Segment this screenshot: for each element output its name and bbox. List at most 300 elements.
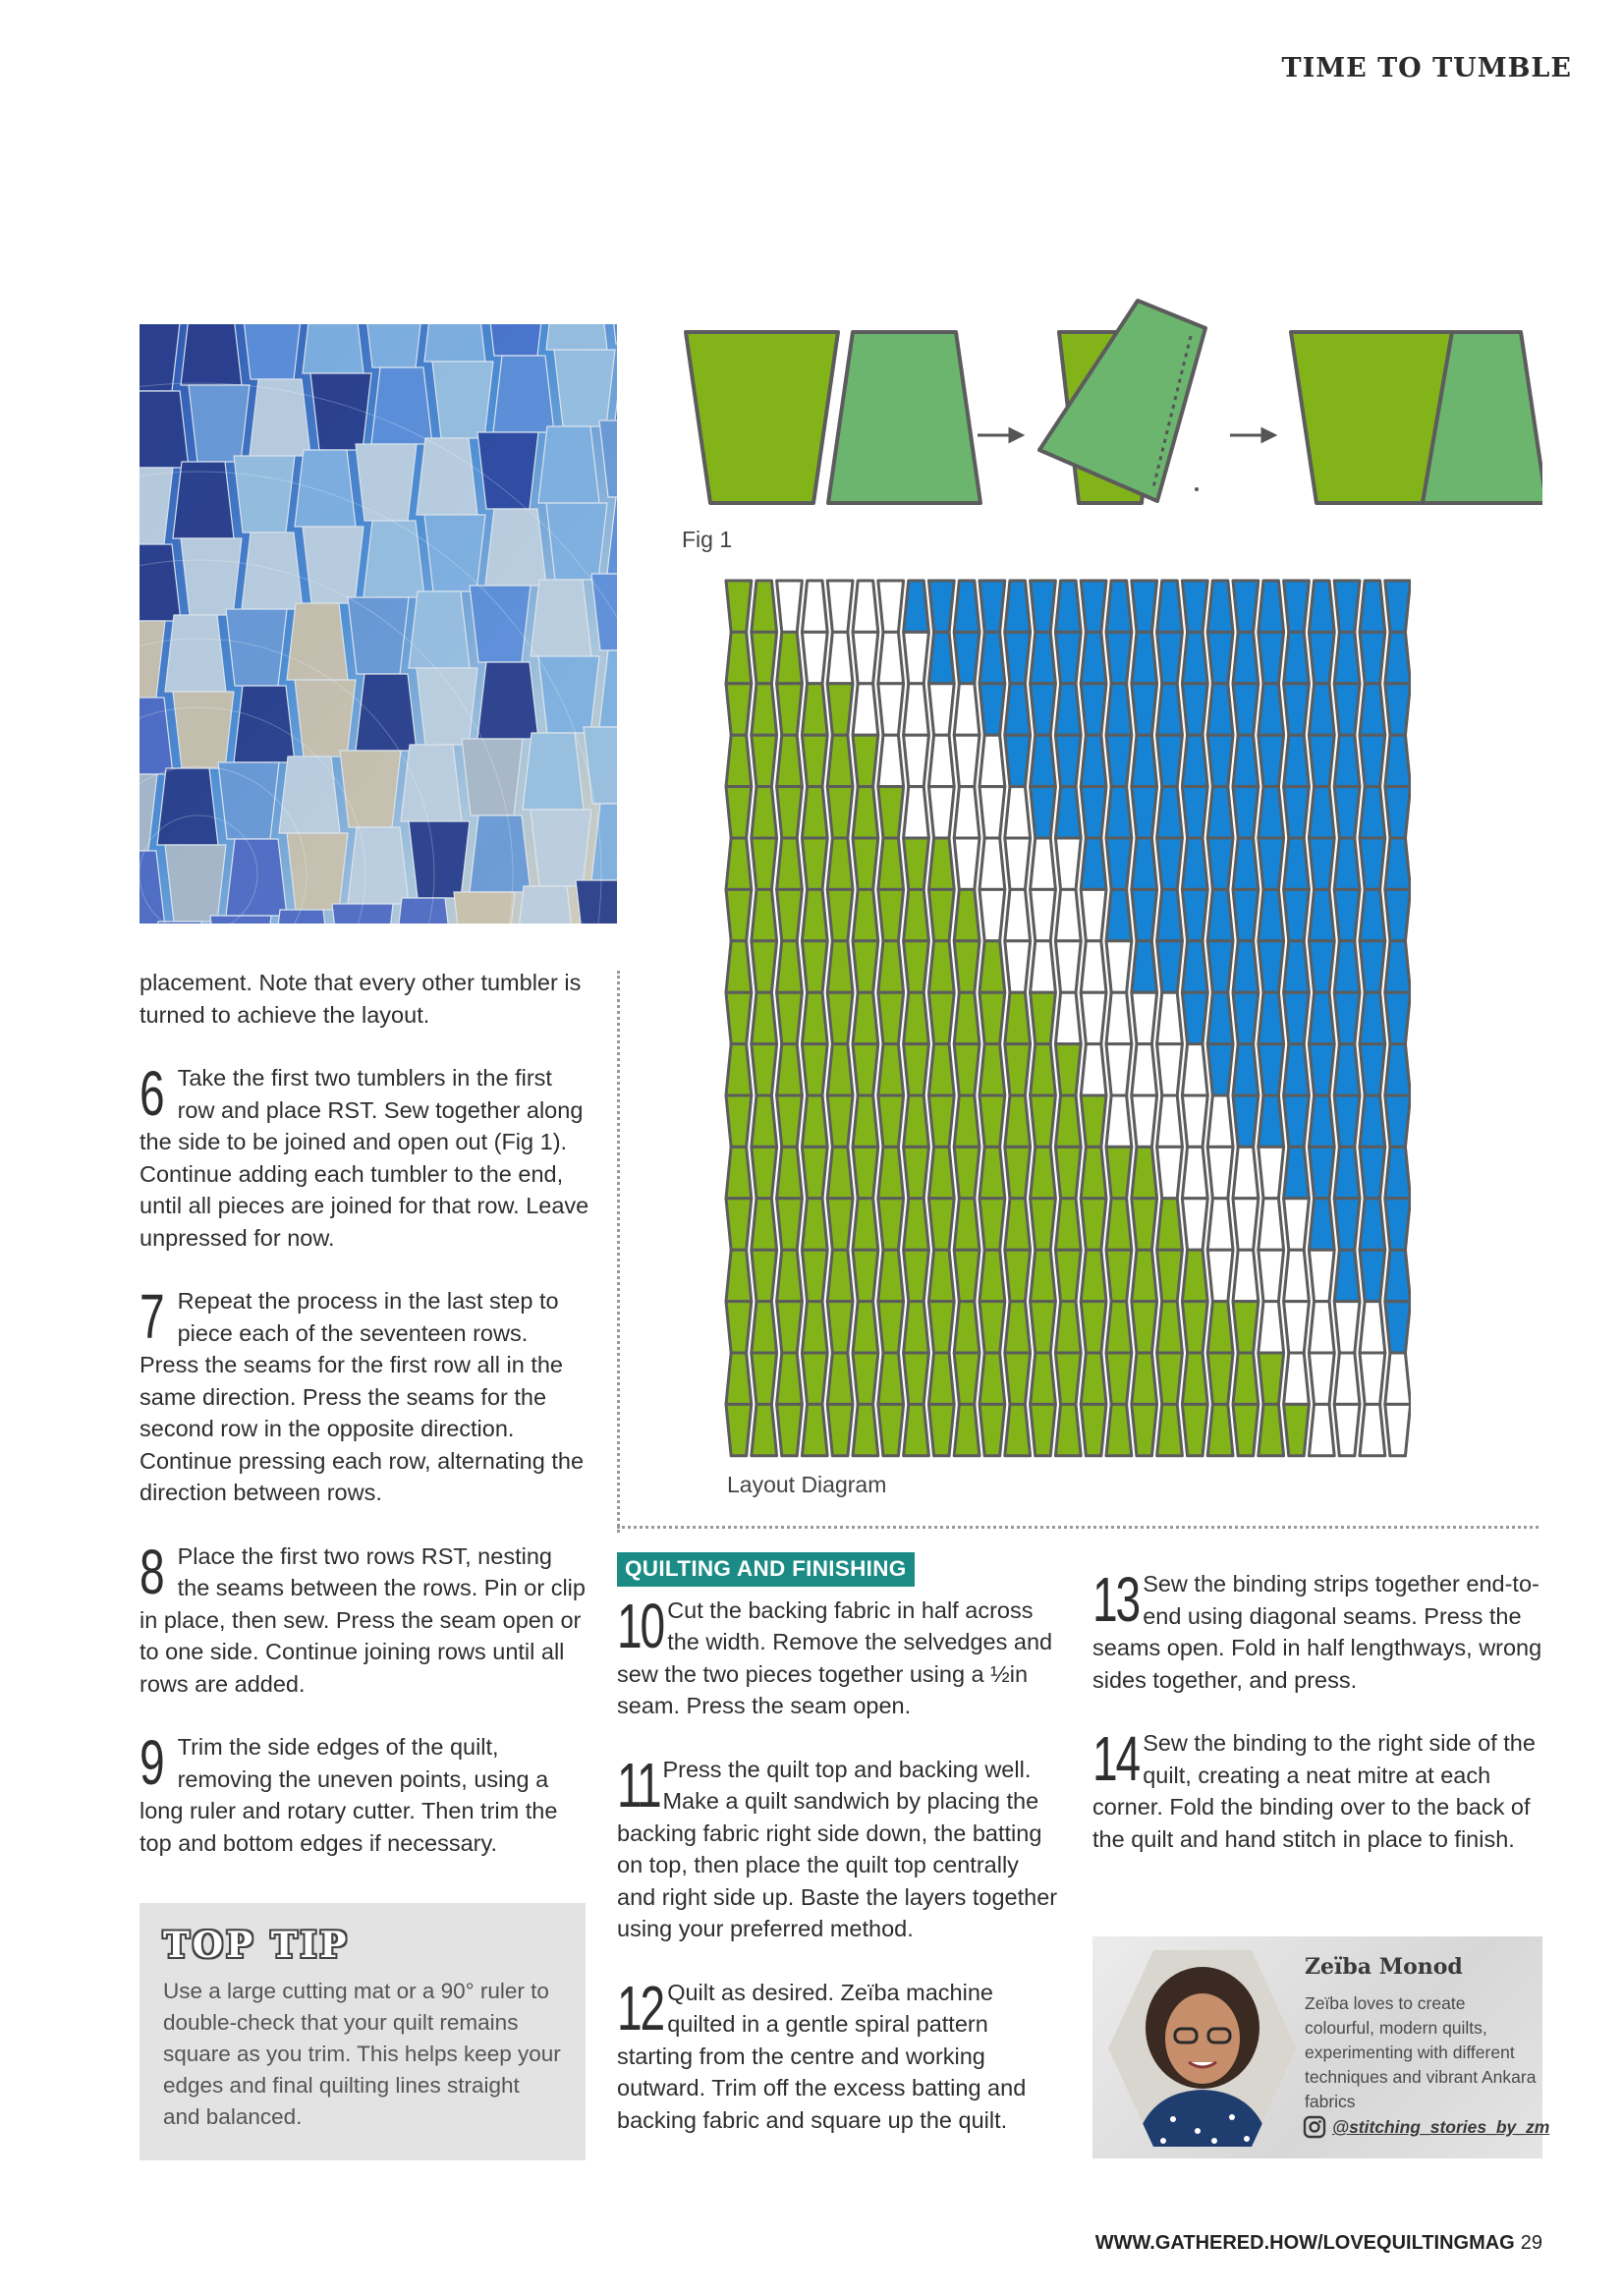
photo-tile (173, 692, 234, 768)
layout-tumbler (1005, 838, 1031, 889)
layout-tumbler (1031, 889, 1056, 940)
layout-tumbler (1157, 787, 1183, 838)
photo-tile (554, 350, 615, 426)
layout-tumbler (1385, 838, 1411, 889)
layout-tumbler (1132, 1044, 1157, 1095)
layout-tumbler (1385, 1147, 1411, 1198)
photo-tile (393, 898, 454, 924)
layout-tumbler (853, 787, 878, 838)
layout-tumbler (726, 1095, 752, 1147)
layout-tumbler (1334, 1250, 1360, 1301)
layout-tumbler (1360, 1250, 1385, 1301)
photo-tile (432, 362, 493, 438)
layout-tumbler (1157, 889, 1183, 940)
layout-tumbler (1031, 735, 1056, 786)
layout-tumbler (1233, 889, 1259, 940)
layout-tumbler (1055, 1250, 1081, 1301)
layout-tumbler (726, 1199, 752, 1250)
layout-tumbler (726, 1147, 752, 1198)
top-tip-box (140, 1903, 586, 2160)
layout-tumbler (802, 838, 827, 889)
fig1-tumbler-mint-1 (828, 332, 980, 503)
step-text: Cut the backing fabric in half across the width. Remove the selvedges and sew the two pieces together using a ½in seam. Press the seam open. (617, 1596, 1053, 1718)
layout-tumbler (1081, 1404, 1106, 1455)
layout-tumbler (777, 1147, 803, 1198)
photo-tile (538, 426, 599, 503)
layout-tumbler (1081, 735, 1106, 786)
layout-tumbler (1309, 941, 1334, 992)
layout-tumbler (1360, 1199, 1385, 1250)
layout-tumbler (827, 581, 853, 632)
photo-tile (538, 656, 599, 733)
layout-tumbler (979, 1250, 1005, 1301)
layout-tumbler (802, 1147, 827, 1198)
layout-tumbler (1385, 581, 1411, 632)
layout-tumbler (827, 787, 853, 838)
layout-tumbler (1081, 1302, 1106, 1353)
layout-tumbler (1182, 992, 1207, 1043)
layout-tumbler (752, 1044, 777, 1095)
layout-tumbler (1284, 1147, 1310, 1198)
layout-tumbler (1284, 1404, 1310, 1455)
layout-tumbler (802, 1095, 827, 1147)
layout-tumbler (904, 889, 929, 940)
layout-tumbler (1055, 1199, 1081, 1250)
photo-tile (295, 450, 356, 527)
layout-tumbler (1005, 684, 1031, 735)
layout-tumbler (1334, 1404, 1360, 1455)
layout-tumbler (904, 787, 929, 838)
layout-tumbler (1284, 632, 1310, 683)
layout-tumbler (1157, 632, 1183, 683)
layout-tumbler (1385, 1404, 1411, 1455)
layout-tumbler (1207, 992, 1233, 1043)
layout-tumbler (1309, 1199, 1334, 1250)
layout-tumbler (827, 1095, 853, 1147)
layout-tumbler (904, 1095, 929, 1147)
layout-tumbler (853, 1353, 878, 1404)
layout-tumbler (1081, 581, 1106, 632)
layout-tumbler (1081, 992, 1106, 1043)
layout-tumbler (1360, 581, 1385, 632)
layout-tumbler (827, 1044, 853, 1095)
layout-tumbler (827, 992, 853, 1043)
layout-tumbler (726, 787, 752, 838)
photo-tile (364, 521, 424, 597)
layout-tumbler (928, 992, 954, 1043)
layout-tumbler (777, 1404, 803, 1455)
layout-tumbler (853, 992, 878, 1043)
layout-tumbler (802, 1250, 827, 1301)
layout-tumbler (1233, 1302, 1259, 1353)
layout-tumbler (1005, 787, 1031, 838)
layout-tumbler (1157, 1199, 1183, 1250)
layout-tumbler (1309, 1250, 1334, 1301)
layout-tumbler (726, 1302, 752, 1353)
layout-tumbler (954, 1199, 979, 1250)
layout-tumbler (1031, 1250, 1056, 1301)
layout-tumbler (954, 1044, 979, 1095)
layout-tumbler (1385, 1199, 1411, 1250)
layout-tumbler (1259, 1404, 1284, 1455)
layout-tumbler (1259, 838, 1284, 889)
layout-tumbler (1132, 889, 1157, 940)
step-text: Take the first two tumblers in the first row and place RST. Sew together along the side to be joined and open out (Fig 1). Continue adding each tumbler to the end, until all pieces are joined for that row. Leave unpressed for now. (140, 1065, 589, 1251)
photo-tile (189, 385, 250, 462)
layout-tumbler (878, 1353, 904, 1404)
layout-tumbler (1360, 1147, 1385, 1198)
layout-tumbler (1284, 992, 1310, 1043)
photo-tile (417, 668, 477, 745)
photo-tile (279, 756, 340, 833)
fig1-tumbler-lime-1 (686, 332, 838, 503)
layout-tumbler (802, 1353, 827, 1404)
layout-tumbler (1132, 684, 1157, 735)
layout-tumbler (1309, 1404, 1334, 1455)
step-11 (617, 1749, 1059, 1945)
layout-tumbler (777, 992, 803, 1043)
layout-tumbler (1005, 1250, 1031, 1301)
layout-tumbler (1081, 889, 1106, 940)
layout-tumbler (1081, 941, 1106, 992)
layout-tumbler (1081, 838, 1106, 889)
layout-tumbler (1005, 941, 1031, 992)
photo-tile (165, 845, 226, 922)
layout-tumbler (1157, 1044, 1183, 1095)
layout-tumbler (1284, 1250, 1310, 1301)
layout-tumbler (1309, 1353, 1334, 1404)
layout-tumbler (1360, 632, 1385, 683)
layout-tumbler (752, 889, 777, 940)
layout-tumbler (777, 1250, 803, 1301)
page-number: 29 (1520, 2232, 1542, 2254)
layout-tumbler (752, 992, 777, 1043)
layout-tumbler (1309, 992, 1334, 1043)
layout-tumbler (1005, 1147, 1031, 1198)
layout-tumbler (878, 735, 904, 786)
layout-tumbler (1182, 889, 1207, 940)
layout-tumbler (954, 1147, 979, 1198)
layout-tumbler (1385, 735, 1411, 786)
layout-tumbler (1132, 992, 1157, 1043)
instagram-icon (1303, 2115, 1326, 2139)
layout-tumbler (1132, 735, 1157, 786)
layout-tumbler (904, 632, 929, 683)
layout-tumbler (928, 1044, 954, 1095)
layout-tumbler (1157, 992, 1183, 1043)
layout-tumbler (853, 632, 878, 683)
layout-tumbler (954, 632, 979, 683)
step-9 (140, 1727, 589, 1859)
layout-tumbler (827, 838, 853, 889)
layout-tumbler (802, 941, 827, 992)
layout-tumbler (1055, 1044, 1081, 1095)
layout-tumbler (752, 684, 777, 735)
layout-tumbler (752, 1302, 777, 1353)
layout-tumbler (878, 941, 904, 992)
photo-tile (477, 662, 538, 739)
layout-tumbler (1106, 787, 1132, 838)
layout-tumbler (1031, 632, 1056, 683)
layout-tumbler (1334, 1199, 1360, 1250)
photo-tile (234, 456, 295, 532)
layout-tumbler (1182, 1199, 1207, 1250)
layout-tumbler (1157, 1147, 1183, 1198)
layout-tumbler (752, 735, 777, 786)
layout-tumbler (777, 1199, 803, 1250)
step-text: Sew the binding strips together end-to-end using diagonal seams. Press the seams open. Fold in half lengthways, wrong sides together, and press. (1092, 1571, 1542, 1693)
top-tip-text: Use a large cutting mat or a 90° ruler to double-check that your quilt remains square as you trim. This helps keep your edges and final quilting lines straight and balanced. (163, 1979, 561, 2129)
layout-tumbler (827, 889, 853, 940)
step-number: 10 (617, 1590, 663, 1661)
step-number: 6 (140, 1058, 163, 1129)
layout-tumbler (1334, 1147, 1360, 1198)
layout-tumbler (853, 838, 878, 889)
layout-tumbler (802, 787, 827, 838)
photo-tile (470, 815, 531, 892)
step-number: 11 (617, 1749, 660, 1820)
layout-tumbler (1055, 684, 1081, 735)
layout-tumbler (1233, 1199, 1259, 1250)
layout-tumbler (777, 632, 803, 683)
layout-tumbler (802, 735, 827, 786)
layout-tumbler (928, 1147, 954, 1198)
layout-tumbler (1334, 941, 1360, 992)
layout-tumbler (979, 992, 1005, 1043)
layout-tumbler (752, 941, 777, 992)
step-10 (617, 1590, 1059, 1722)
layout-tumbler (954, 1302, 979, 1353)
layout-tumbler (878, 1044, 904, 1095)
layout-tumbler (1005, 1095, 1031, 1147)
photo-tile (226, 609, 287, 686)
layout-tumbler (1182, 1302, 1207, 1353)
layout-tumbler (928, 1095, 954, 1147)
photo-tile (303, 527, 364, 603)
layout-tumbler (1207, 1199, 1233, 1250)
layout-tumbler (1106, 684, 1132, 735)
layout-tumbler (979, 581, 1005, 632)
layout-tumbler (1182, 1404, 1207, 1455)
layout-tumbler (1309, 632, 1334, 683)
layout-tumbler (878, 632, 904, 683)
layout-tumbler (1309, 1044, 1334, 1095)
layout-tumbler (1106, 1199, 1132, 1250)
layout-tumbler (1106, 735, 1132, 786)
layout-tumbler (904, 1404, 929, 1455)
layout-tumbler (928, 787, 954, 838)
layout-tumbler (726, 735, 752, 786)
layout-tumbler (979, 1147, 1005, 1198)
layout-tumbler (752, 1250, 777, 1301)
photo-tile (218, 762, 279, 839)
layout-tumbler (853, 1044, 878, 1095)
photo-tile (242, 324, 303, 379)
step-number: 8 (140, 1536, 163, 1607)
layout-tumbler (1106, 581, 1132, 632)
layout-tumbler (827, 684, 853, 735)
photo-tile (173, 462, 234, 538)
layout-tumbler (1031, 1147, 1056, 1198)
layout-tumbler (878, 889, 904, 940)
layout-tumbler (1259, 1302, 1284, 1353)
layout-tumbler (1385, 632, 1411, 683)
layout-tumbler (1259, 941, 1284, 992)
layout-tumbler (777, 1353, 803, 1404)
layout-tumbler (777, 684, 803, 735)
layout-tumbler (1055, 787, 1081, 838)
photo-tile (234, 686, 295, 762)
layout-tumbler (878, 838, 904, 889)
photo-tile (424, 515, 485, 591)
designer-description: Zeïba loves to create colourful, modern quilts, experimenting with different techniques and vibrant Ankara fabrics (1305, 1993, 1537, 2111)
photo-tile (523, 733, 584, 810)
layout-tumbler (1031, 992, 1056, 1043)
layout-tumbler (827, 1404, 853, 1455)
layout-tumbler (1031, 1095, 1056, 1147)
layout-tumbler (979, 1404, 1005, 1455)
photo-tile (485, 324, 546, 356)
step-text: Sew the binding to the right side of the quilt, creating a neat mitre at each corner. Fold the binding over to the back of the quilt and hand stitch in place to finish. (1092, 1730, 1536, 1852)
layout-tumbler (1031, 838, 1056, 889)
layout-tumbler (777, 1095, 803, 1147)
layout-tumbler (878, 684, 904, 735)
layout-tumbler (1207, 1302, 1233, 1353)
layout-tumbler (1259, 1044, 1284, 1095)
photo-tile (356, 444, 417, 521)
layout-tumbler (1360, 1404, 1385, 1455)
photo-tile (348, 827, 409, 904)
layout-tumbler (979, 1044, 1005, 1095)
photo-tile (287, 603, 348, 680)
layout-tumbler (1309, 1302, 1334, 1353)
layout-tumbler (1284, 1353, 1310, 1404)
layout-tumbler (1182, 684, 1207, 735)
layout-tumbler (752, 632, 777, 683)
step-number: 12 (617, 1972, 663, 2044)
photo-tile (181, 324, 242, 385)
layout-tumbler (1055, 1404, 1081, 1455)
layout-tumbler (1385, 1353, 1411, 1404)
quilt-photo (140, 324, 617, 924)
layout-tumbler (904, 1353, 929, 1404)
top-tip-title: TOP TIP (163, 1925, 350, 1966)
photo-tile (165, 615, 226, 692)
layout-tumbler (1233, 1404, 1259, 1455)
layout-tumbler (1157, 941, 1183, 992)
layout-tumbler (1233, 1353, 1259, 1404)
layout-tumbler (853, 581, 878, 632)
step-8 (140, 1536, 589, 1701)
layout-tumbler (928, 1404, 954, 1455)
layout-tumbler (1132, 1250, 1157, 1301)
photo-tile (303, 324, 364, 373)
step-12 (617, 1972, 1059, 2137)
step-13 (1092, 1564, 1542, 1696)
layout-tumbler (1284, 581, 1310, 632)
layout-tumbler (1259, 1199, 1284, 1250)
layout-tumbler (1309, 787, 1334, 838)
layout-tumbler (1334, 838, 1360, 889)
photo-tile (371, 367, 432, 444)
layout-tumbler (1031, 581, 1056, 632)
divider-horizontal (617, 1526, 1539, 1529)
layout-tumbler (979, 941, 1005, 992)
step-number: 14 (1092, 1723, 1139, 1794)
layout-tumbler (827, 1147, 853, 1198)
layout-tumbler (802, 581, 827, 632)
layout-tumbler (1360, 1353, 1385, 1404)
photo-tile (409, 821, 470, 898)
layout-tumbler (1334, 1044, 1360, 1095)
footer-url[interactable]: WWW.GATHERED.HOW/LOVEQUILTINGMAG (1094, 2232, 1515, 2254)
layout-tumbler (1309, 889, 1334, 940)
layout-tumbler (1334, 735, 1360, 786)
layout-tumbler (1132, 1199, 1157, 1250)
photo-tile (470, 586, 531, 662)
layout-tumbler (777, 581, 803, 632)
layout-tumbler (904, 1199, 929, 1250)
designer-instagram-handle[interactable]: @stitching_stories_by_zm (1332, 2117, 1550, 2137)
layout-tumbler (928, 889, 954, 940)
step-number: 7 (140, 1281, 163, 1352)
layout-tumbler (1259, 735, 1284, 786)
layout-tumbler (853, 735, 878, 786)
layout-tumbler (1284, 735, 1310, 786)
layout-tumbler (904, 1044, 929, 1095)
layout-tumbler (1157, 1302, 1183, 1353)
layout-tumbler (1207, 889, 1233, 940)
photo-tile (477, 432, 538, 509)
layout-tumbler (1182, 581, 1207, 632)
layout-tumbler (1005, 1404, 1031, 1455)
layout-tumbler (726, 632, 752, 683)
layout-tumbler (1182, 787, 1207, 838)
step-text: Place the first two rows RST, nesting the seams between the rows. Pin or clip in place, then sew. Press the seam open or to one side. Continue joining rows until all rows are added. (140, 1542, 586, 1697)
layout-tumbler (928, 1199, 954, 1250)
layout-tumbler (1259, 1095, 1284, 1147)
layout-tumbler (802, 992, 827, 1043)
photo-tile (531, 580, 591, 656)
layout-tumbler (1031, 1044, 1056, 1095)
layout-tumbler (979, 1302, 1005, 1353)
layout-tumbler (1207, 838, 1233, 889)
layout-tumbler (1182, 735, 1207, 786)
step-number: 9 (140, 1727, 163, 1798)
layout-tumbler (878, 1147, 904, 1198)
layout-tumbler (1182, 632, 1207, 683)
layout-tumbler (1233, 581, 1259, 632)
layout-tumbler (777, 941, 803, 992)
layout-tumbler (1360, 992, 1385, 1043)
layout-tumbler (1182, 1250, 1207, 1301)
layout-tumbler (979, 1095, 1005, 1147)
layout-tumbler (1031, 941, 1056, 992)
layout-tumbler (1233, 1250, 1259, 1301)
layout-tumbler (853, 1147, 878, 1198)
layout-tumbler (1031, 1353, 1056, 1404)
layout-tumbler (904, 1250, 929, 1301)
layout-tumbler (1233, 941, 1259, 992)
layout-tumbler (752, 1095, 777, 1147)
layout-tumbler (1106, 1250, 1132, 1301)
layout-tumbler (979, 838, 1005, 889)
layout-diagram-svg (723, 578, 1411, 1462)
layout-tumbler (979, 684, 1005, 735)
running-head: TIME TO TUMBLE (1281, 53, 1572, 84)
layout-tumbler (1055, 1095, 1081, 1147)
layout-tumbler (1132, 632, 1157, 683)
